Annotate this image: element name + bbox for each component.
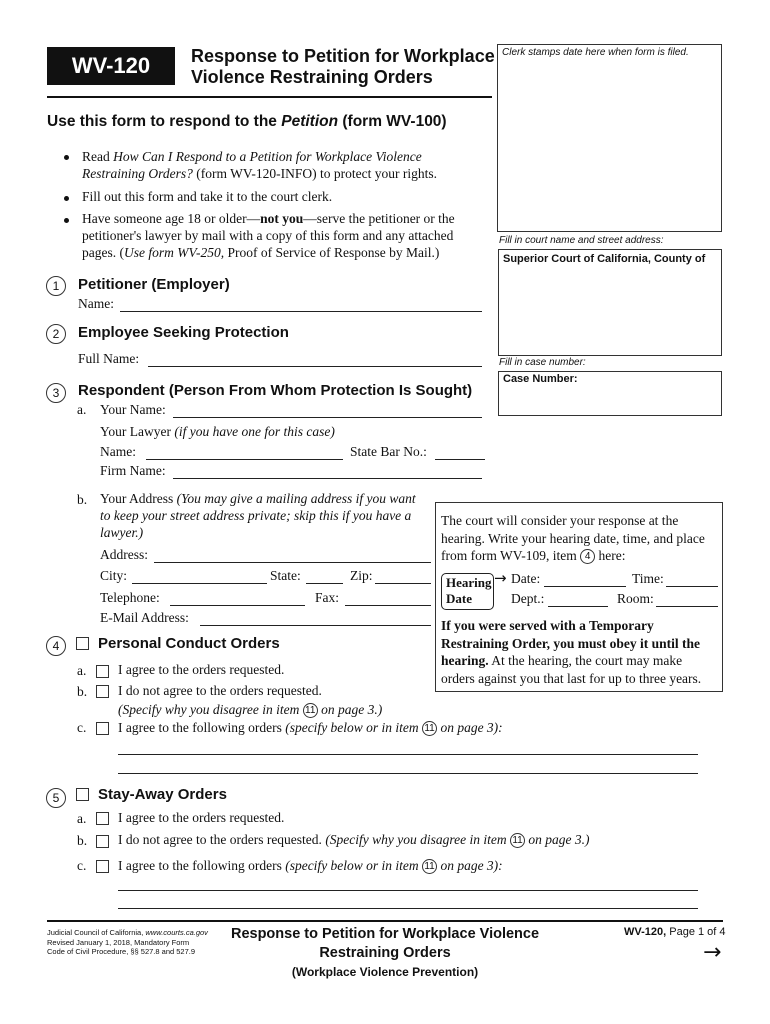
city-label: City: [100,568,128,583]
zip-label: Zip: [350,568,373,583]
city-field[interactable] [132,583,267,584]
s5-b-letter: b. [77,833,88,848]
s4-b-item-number: 11 [303,703,318,718]
s4-c-letter: c. [77,720,87,735]
s5-b-text [118,832,590,848]
s3-a-letter: a. [77,402,87,417]
hearing-room-field[interactable] [656,606,718,607]
tro-w3-bold: hearing. [441,653,489,668]
footer-page-number [624,926,726,938]
employee-fullname-field[interactable] [148,366,482,367]
s4-b-letter: b. [77,684,88,699]
telephone-field[interactable] [170,605,305,606]
your-name-label: Your Name: [100,402,166,417]
b3-l3-mid: Proof of Service of Response by Mail. [224,245,435,260]
section-2-heading: Employee Seeking Protection [78,324,289,341]
b3-l1-pre: Have someone age 18 or older— [82,211,261,226]
addr-em3: lawyer.) [100,525,144,540]
state-bar-label: State Bar No.: [350,444,427,459]
hearing-room-label: Room: [617,591,654,606]
fax-label: Fax: [315,590,340,605]
address-field[interactable] [154,562,431,563]
s4-a-letter: a. [77,663,87,678]
form-title-line2: Violence Restraining Orders [191,67,433,87]
intro-heading-em: Petition [281,113,339,130]
hearing-tag-2: Date [446,591,472,606]
item-1-number: 1 [46,276,66,296]
s5-b-pre: I do not agree to the orders requested. [118,832,326,847]
s5-b-em-post: on page 3.) [525,832,590,847]
form-code-badge: WV-120 [47,47,175,85]
s4-c-pre: I agree to the following orders [118,720,286,735]
firm-name-label: Firm Name: [100,463,166,478]
s4-c-field-line-1[interactable] [118,754,698,755]
b1-em: How Can I Respond to a Petition for Workplace Violence [113,149,422,164]
hearing-l1: The court will consider your response at the [441,513,679,528]
item-4-number: 4 [46,636,66,656]
b3-l1-post: —serve the petitioner or the [303,211,455,226]
footer-page: Page 1 of 4 [666,926,726,938]
fax-field[interactable] [345,605,431,606]
footer-form-code: WV-120, [624,926,667,938]
clerk-stamp-box [497,44,722,232]
intro-bullet-2: Fill out this form and take it to the court clerk. [82,189,333,204]
clerk-stamp-note: Clerk stamps date here when form is filed. [502,47,689,58]
hearing-item-number: 4 [580,549,595,564]
hearing-dept-field[interactable] [548,606,608,607]
lawyer-name-field[interactable] [146,459,343,460]
bullet-3 [64,218,69,223]
intro-heading-post: (form WV-100) [338,113,447,130]
s4-b-note [118,702,382,718]
s5-a-checkbox[interactable] [96,812,109,825]
address-label: Address: [100,547,148,562]
item-5-number: 5 [46,788,66,808]
b3-l3-em: Use form WV-250, [123,245,225,260]
s4-b-checkbox[interactable] [96,685,109,698]
your-lawyer-label [100,424,335,440]
hearing-l3-pre: from form WV-109, item [441,548,581,563]
court-name-box[interactable] [498,249,722,356]
firm-name-field[interactable] [173,478,482,479]
tro-w1: If you were served with a Temporary [441,618,654,633]
s5-c-text [118,858,503,874]
case-fill-note: Fill in case number: [499,357,586,368]
s5-c-pre: I agree to the following orders [118,858,286,873]
footer-subtitle: (Workplace Violence Prevention) [291,965,479,979]
lawyer-pre: Your Lawyer [100,424,175,439]
intro-heading [47,113,447,131]
b1-em2: Restraining Orders? [82,166,193,181]
hearing-time-label: Time: [632,571,664,586]
s4-c-em-pre: (specify below or in item [285,720,423,735]
s4-c-checkbox[interactable] [96,722,109,735]
state-bar-field[interactable] [435,459,485,460]
hearing-tag-1: Hearing [446,575,492,590]
your-name-field[interactable] [173,417,482,418]
s4-b-text: I do not agree to the orders requested. [118,683,322,698]
item-2-number: 2 [46,324,66,344]
case-number-label: Case Number: [503,373,578,385]
s4-a-checkbox[interactable] [96,665,109,678]
s4-c-field-line-2[interactable] [118,773,698,774]
stay-away-orders-checkbox[interactable] [76,788,89,801]
employee-fullname-label: Full Name: [78,351,140,366]
tro-warning [441,617,701,687]
s4-c-em-post: on page 3): [437,720,503,735]
s4-b-note-pre: (Specify why you disagree in item [118,702,303,717]
hearing-l2: hearing. Write your hearing date, time, and place [441,530,705,546]
bullet-2 [64,196,69,201]
hearing-date-tag [441,573,494,610]
section-5-heading: Stay-Away Orders [98,786,227,803]
next-page-arrow-icon: → [703,940,722,965]
s4-a-text: I agree to the orders requested. [118,662,285,677]
addr-em2: to keep your street address private; skip this if you have a [100,508,412,523]
section-4-heading: Personal Conduct Orders [98,635,280,652]
addr-em1: (You may give a mailing address if you want [176,491,416,506]
petitioner-name-label: Name: [78,296,114,311]
footer-code: Code of Civil Procedure, §§ 527.8 and 527.9 [47,947,196,956]
state-field[interactable] [306,583,343,584]
s5-c-checkbox[interactable] [96,860,109,873]
footer-council-pre: Judicial Council of California, [47,928,146,937]
personal-conduct-orders-checkbox[interactable] [76,637,89,650]
arrow-icon: → [494,569,507,587]
footer-council-url: www.courts.ca.gov [145,928,208,937]
s5-b-item-number: 11 [510,833,525,848]
intro-bullet-1 [82,148,437,182]
s5-b-em-pre: (Specify why you disagree in item [325,832,511,847]
s5-c-em-pre: (specify below or in item [285,858,423,873]
addr-pre: Your Address [100,491,177,506]
footer-title [215,925,555,981]
hearing-date-field[interactable] [544,586,626,587]
state-label: State: [270,568,301,583]
b3-l2: petitioner's lawyer by mail with a copy of this form and any attached [82,228,454,243]
hearing-dept-label: Dept.: [511,591,545,606]
s5-c-item-number: 11 [422,859,437,874]
hearing-date-label: Date: [511,571,541,586]
footer-title-1: Response to Petition for Workplace Violence [230,926,540,942]
item-3-number: 3 [46,383,66,403]
telephone-label: Telephone: [100,590,160,605]
b1-post: (form WV-120-INFO) to protect your rights. [192,166,437,181]
s4-b-note-post: on page 3.) [317,702,383,717]
section-3-heading: Respondent (Person From Whom Protection Is Sought) [78,382,473,399]
tro-w4: orders against you that last for up to three years. [441,670,702,686]
tro-w3-post: At the hearing, the court may make [488,653,683,668]
email-label: E-Mail Address: [100,610,189,625]
case-number-box[interactable] [498,371,722,416]
s4-c-text [118,720,503,736]
s5-c-letter: c. [77,858,87,873]
b3-l3-post: ) [434,245,440,260]
s4-c-item-number: 11 [422,721,437,736]
footer-rule [47,920,723,922]
lawyer-name-label: Name: [100,444,136,459]
petitioner-name-field[interactable] [120,311,482,312]
hearing-l3-post: here: [595,548,626,563]
section-1-heading: Petitioner (Employer) [78,276,230,293]
header-rule [47,96,492,98]
s5-b-checkbox[interactable] [96,835,109,848]
court-name-label: Superior Court of California, County of [503,253,706,265]
s5-c-field-line-2[interactable] [118,908,698,909]
footer-revised: Revised January 1, 2018, Mandatory Form [47,937,190,947]
form-title-line1: Response to Petition for Workplace [191,46,495,66]
hearing-intro [441,512,705,565]
court-fill-note: Fill in court name and street address: [499,235,664,246]
intro-heading-pre: Use this form to respond to the [47,113,282,130]
s5-a-text: I agree to the orders requested. [118,810,285,825]
lawyer-em: (if you have one for this case) [174,424,335,439]
form-title [191,46,495,88]
zip-field[interactable] [375,583,431,584]
intro-bullet-3 [82,210,455,261]
tro-w2: Restraining Order, you must obey it until the [441,635,701,651]
s5-c-em-post: on page 3): [437,858,503,873]
footer-citation [47,928,208,957]
footer-title-2: Restraining Orders [319,945,451,961]
b3-l1-bold: not you [260,211,304,226]
your-address-label [100,490,416,541]
s5-c-field-line-1[interactable] [118,890,698,891]
b3-l3-pre: pages. ( [82,245,124,260]
b1-pre: Read [82,149,114,164]
bullet-1 [64,155,69,160]
s5-a-letter: a. [77,811,87,826]
hearing-time-field[interactable] [666,586,718,587]
email-field[interactable] [200,625,431,626]
s3-b-letter: b. [77,492,88,507]
